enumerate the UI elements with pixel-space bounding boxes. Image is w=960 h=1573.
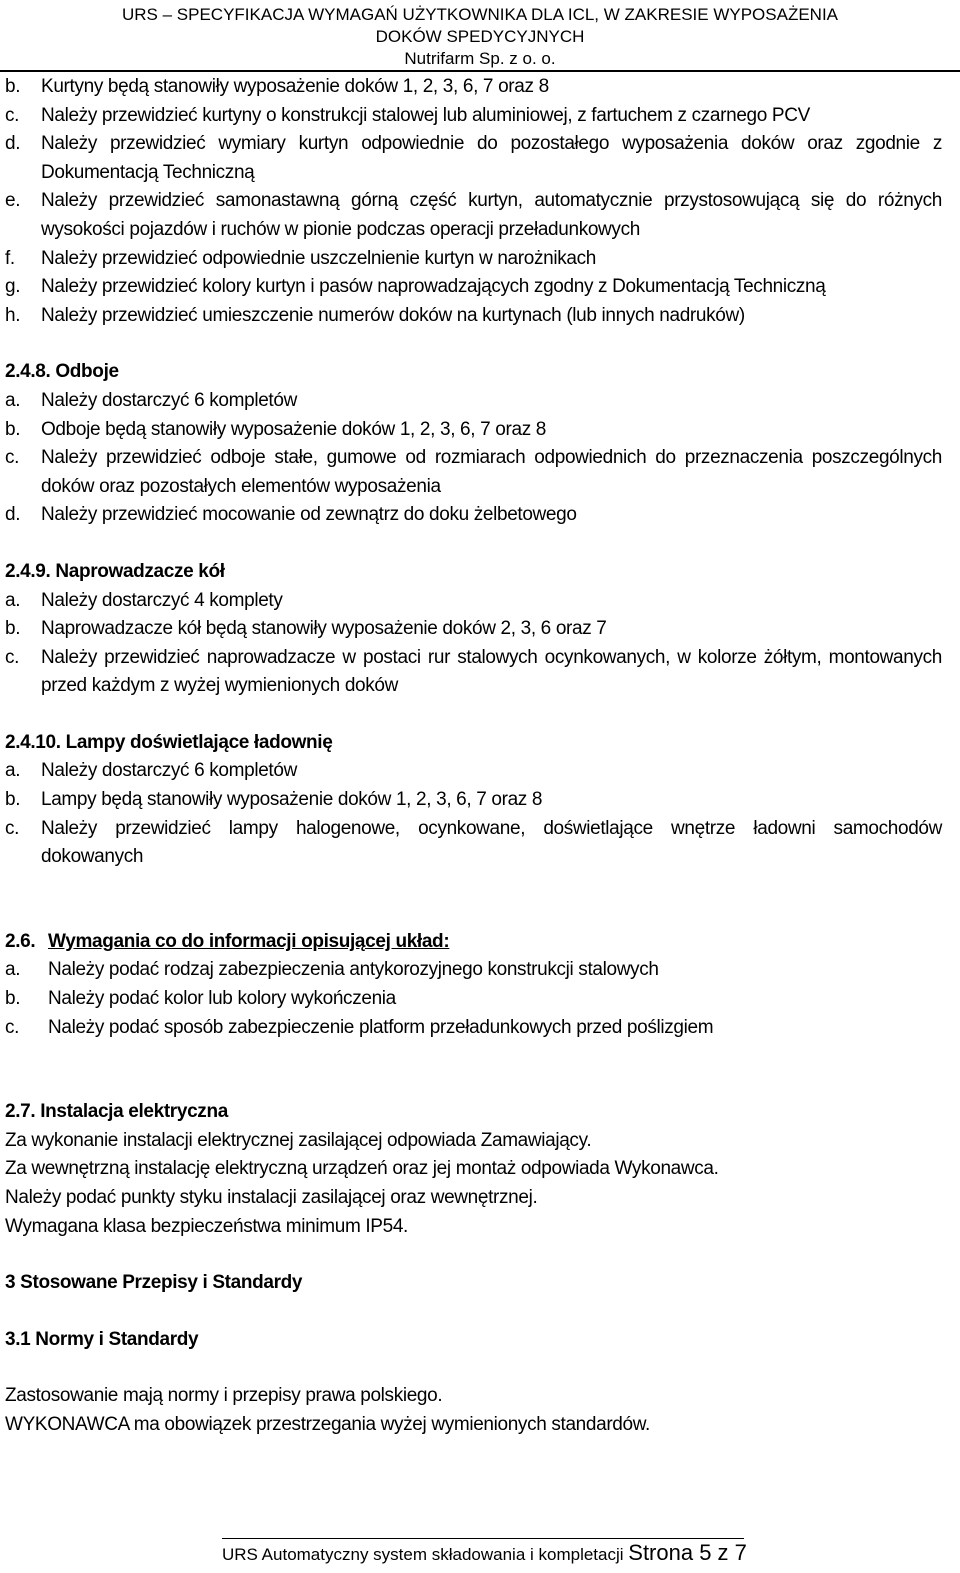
item-text: Należy podać kolor lub kolory wykończenia — [48, 988, 396, 1010]
list-item — [5, 985, 942, 1014]
list-item — [5, 786, 942, 815]
item-label: b. — [5, 418, 21, 440]
paragraph-line: Za wykonanie instalacji elektrycznej zasilającej odpowiada Zamawiający. — [5, 1129, 592, 1151]
footer-text: URS Automatyczny system składowania i kompletacji — [222, 1545, 629, 1564]
item-label: e. — [5, 190, 21, 212]
item-text: Należy przewidzieć wymiary kurtyn odpowiednie do pozostałego wyposażenia doków oraz zgodnie z Dokumentacją Techniczną — [41, 133, 942, 183]
list-item — [5, 587, 942, 616]
spacer — [5, 1241, 942, 1269]
item-label: a. — [5, 760, 21, 782]
item-label: a. — [5, 959, 21, 981]
item-label: g. — [5, 276, 21, 298]
page-header — [0, 0, 960, 72]
spacer — [5, 330, 942, 358]
section-number: 2.6. — [5, 930, 36, 952]
item-text: Należy podać rodzaj zabezpieczenia antykorozyjnego konstrukcji stalowych — [48, 959, 659, 981]
item-text: Odboje będą stanowiły wyposażenie doków 1, 2, 3, 6, 7 oraz 8 — [41, 418, 546, 440]
item-label: d. — [5, 133, 21, 155]
item-text: Należy przewidzieć lampy halogenowe, ocynkowane, doświetlające wnętrze ładowni samochodów dokowanych — [41, 817, 942, 868]
spacer — [5, 872, 942, 928]
kurtyny-list — [5, 73, 942, 330]
item-label: b. — [5, 618, 21, 640]
document-body — [5, 73, 942, 1440]
section-odboje — [5, 358, 942, 530]
list-item — [5, 444, 942, 501]
section-heading: 2.7. Instalacja elektryczna — [5, 1101, 228, 1123]
list-item — [5, 73, 942, 102]
spacer — [5, 1354, 942, 1382]
header-rule — [0, 70, 960, 72]
item-label: c. — [5, 817, 20, 839]
paragraph-line: Należy podać punkty styku instalacji zasilającej oraz wewnętrznej. — [5, 1187, 538, 1208]
item-label: c. — [5, 1016, 20, 1038]
paragraph-line: Wymagana klasa bezpieczeństwa minimum IP54. — [5, 1215, 408, 1237]
item-label: c. — [5, 104, 20, 126]
spacer — [5, 1042, 942, 1098]
header-title-line1: URS – SPECYFIKACJA WYMAGAŃ UŻYTKOWNIKA DLA ICL, W ZAKRESIE WYPOSAŻENIA — [121, 5, 839, 24]
list-item — [5, 757, 942, 786]
list-item — [5, 815, 942, 872]
section-przepisy — [5, 1269, 942, 1439]
page-number: Strona 5 z 7 — [628, 1540, 747, 1565]
paragraph-line: WYKONAWCA ma obowiązek przestrzegania wyżej wymienionych standardów. — [5, 1413, 650, 1435]
list-item — [5, 102, 942, 131]
list-item — [5, 245, 942, 274]
header-title-line2: DOKÓW SPEDYCYJNYCH — [375, 27, 585, 46]
list-item — [5, 1014, 942, 1043]
page-footer — [222, 1538, 747, 1569]
item-text: Należy podać sposób zabezpieczenie platform przeładunkowych przed poślizgiem — [48, 1016, 714, 1038]
header-company: Nutrifarm Sp. z o. o. — [404, 49, 556, 68]
section-lampy — [5, 729, 942, 872]
list-item — [5, 956, 942, 985]
item-text: Należy dostarczyć 6 kompletów — [41, 760, 297, 782]
item-text: Należy przewidzieć kurtyny o konstrukcji stalowej lub aluminiowej, z fartuchem z czarnego PCV — [41, 104, 810, 126]
section-wymagania — [5, 928, 942, 1042]
item-text: Naprowadzacze kół będą stanowiły wyposażenie doków 2, 3, 6 oraz 7 — [41, 618, 607, 640]
list-item — [5, 615, 942, 644]
item-label: c. — [5, 447, 20, 469]
list-item — [5, 416, 942, 445]
section-title: Wymagania co do informacji opisującej układ: — [48, 930, 450, 952]
list-item — [5, 187, 942, 244]
section-naprowadzacze — [5, 558, 942, 701]
section-instalacja — [5, 1098, 942, 1241]
list-item — [5, 273, 942, 302]
list-item — [5, 644, 942, 701]
list-item — [5, 302, 942, 331]
spacer — [5, 701, 942, 729]
item-text: Należy przewidzieć umieszczenie numerów doków na kurtynach (lub innych nadruków) — [41, 304, 745, 326]
item-text: Należy dostarczyć 6 kompletów — [41, 389, 297, 411]
spacer — [5, 1298, 942, 1326]
paragraph-line: Za wewnętrzną instalację elektryczną urządzeń oraz jej montaż odpowiada Wykonawca. — [5, 1158, 719, 1180]
section-heading: 2.4.8. Odboje — [5, 361, 119, 383]
section-heading — [5, 928, 942, 957]
item-label: d. — [5, 504, 21, 526]
item-text: Kurtyny będą stanowiły wyposażenie doków 1, 2, 3, 6, 7 oraz 8 — [41, 76, 549, 97]
item-label: h. — [5, 304, 21, 326]
item-text: Należy przewidzieć odboje stałe, gumowe od rozmiarach odpowiednich do przeznaczenia poszczególnych doków oraz pozostałych elementów wyposażenia — [41, 447, 942, 497]
item-text: Należy przewidzieć mocowanie od zewnątrz do doku żelbetowego — [41, 504, 577, 526]
item-text: Należy przewidzieć odpowiednie uszczelnienie kurtyn w narożnikach — [41, 247, 596, 269]
item-label: c. — [5, 646, 20, 668]
item-text: Należy przewidzieć kolory kurtyn i pasów naprowadzających zgodny z Dokumentacją Techniczną — [41, 276, 826, 298]
item-text: Należy przewidzieć samonastawną górną część kurtyn, automatycznie przystosowującą się do różnych wysokości pojazdów i ruchów w pionie podczas operacji przeładunkowych — [41, 190, 942, 240]
section-heading: 3 Stosowane Przepisy i Standardy — [5, 1272, 303, 1294]
item-text: Należy dostarczyć 4 komplety — [41, 589, 283, 611]
item-label: b. — [5, 988, 21, 1010]
section-heading: 2.4.9. Naprowadzacze kół — [5, 560, 225, 582]
subsection-heading: 3.1 Normy i Standardy — [5, 1328, 199, 1350]
list-item — [5, 387, 942, 416]
item-label: a. — [5, 389, 21, 411]
paragraph-line: Zastosowanie mają normy i przepisy prawa polskiego. — [5, 1385, 443, 1407]
list-item — [5, 501, 942, 530]
section-heading: 2.4.10. Lampy doświetlające ładownię — [5, 731, 333, 753]
list-item — [5, 130, 942, 187]
item-text: Należy przewidzieć naprowadzacze w postaci rur stalowych ocynkowanych, w kolorze żółtym, montowanych przed każdym z wyżej wymienionych doków — [41, 646, 942, 697]
item-label: b. — [5, 76, 21, 97]
spacer — [5, 530, 942, 558]
item-text: Lampy będą stanowiły wyposażenie doków 1, 2, 3, 6, 7 oraz 8 — [41, 789, 543, 811]
item-label: b. — [5, 789, 21, 811]
item-label: a. — [5, 589, 21, 611]
item-label: f. — [5, 247, 15, 269]
